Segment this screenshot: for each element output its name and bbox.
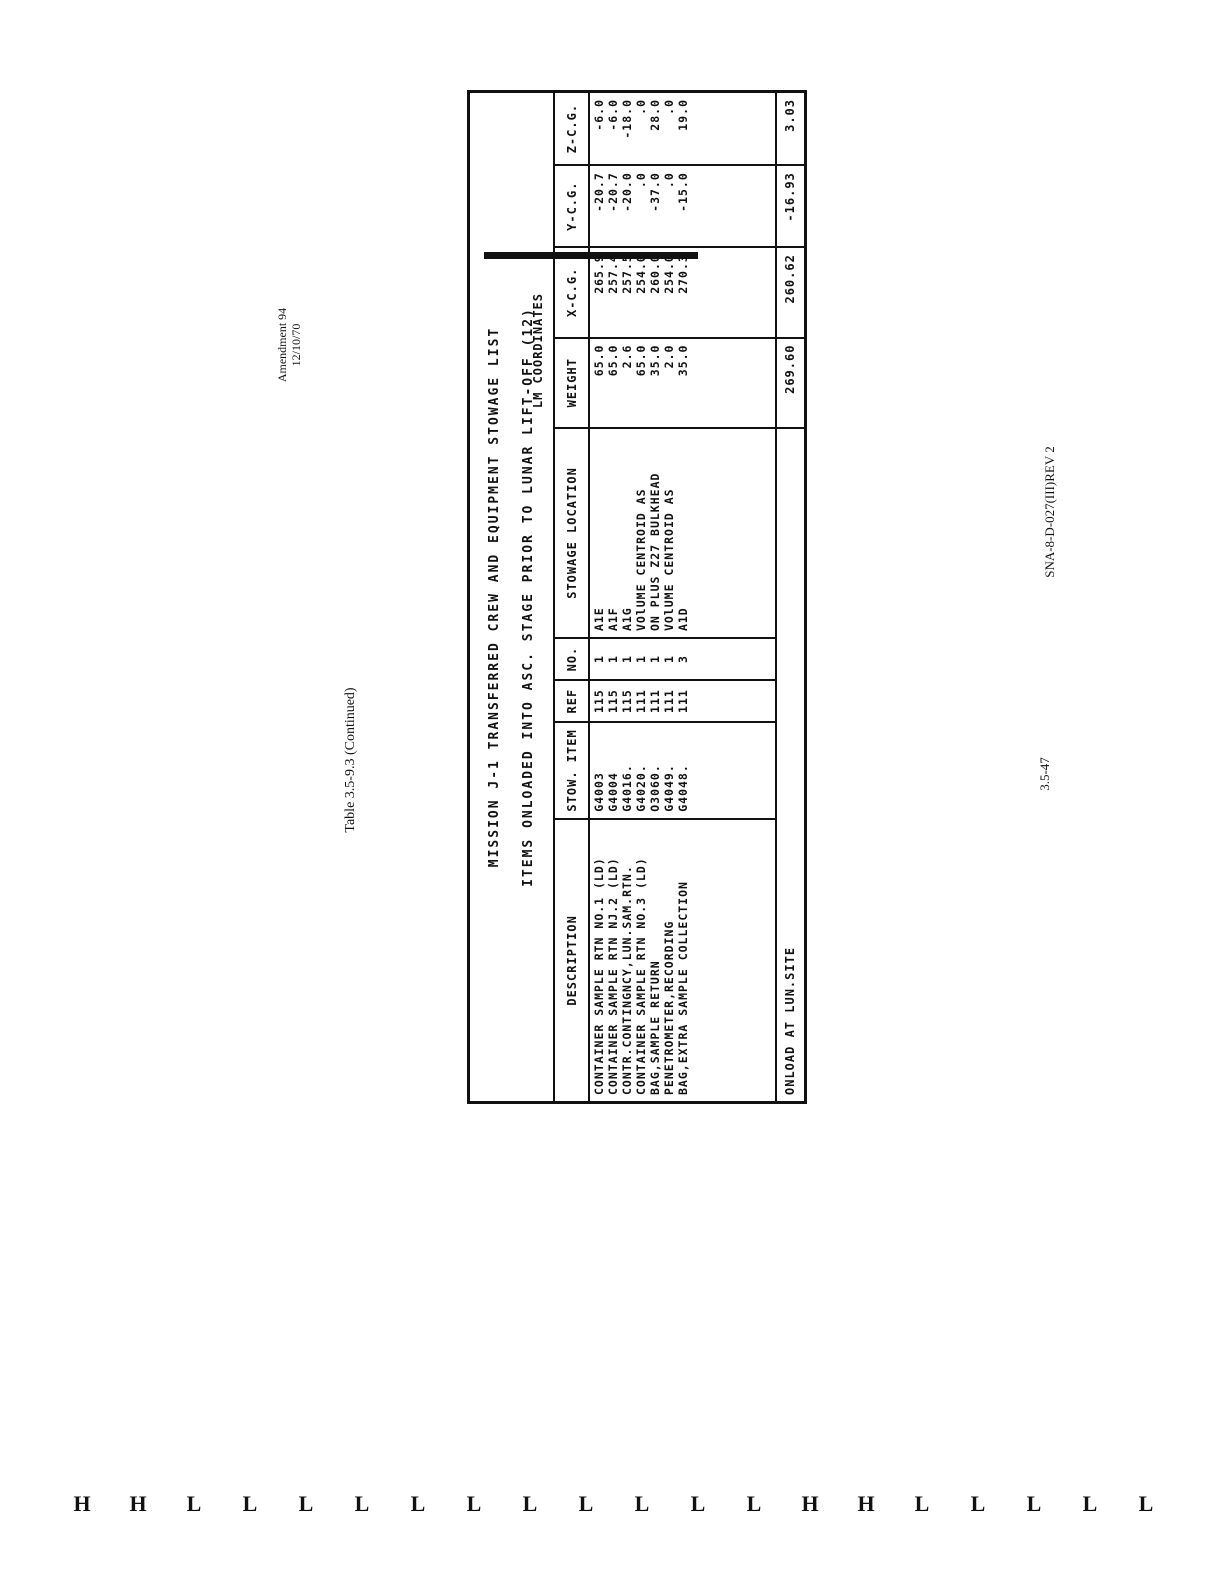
amendment-date: 12/10/70 [289,323,303,367]
amendment-note [275,280,315,410]
header-ref: REF [554,680,589,722]
lm-coordinates-label: LM COORDINATES [531,293,546,409]
header-x-cg: X-C.G. [554,247,589,337]
ref-cell: 115 115 115 111 111 111 111 [589,680,776,722]
total-weight: 269.60 [776,338,806,428]
header-row [554,92,589,1103]
document-number: SNA-8-D-027(III)REV 2 [1042,446,1057,578]
amendment-number: Amendment 94 [275,307,289,383]
registration-mark: L [578,1491,594,1516]
registration-mark: H [857,1491,875,1516]
registration-mark: L [1026,1491,1042,1516]
registration-mark: L [1082,1491,1098,1516]
registration-mark: L [634,1491,650,1516]
weight-cell: 65.0 65.0 2.6 65.0 35.0 2.0 35.0 [589,338,776,428]
total-y-cg: -16.93 [776,165,806,247]
registration-mark: H [801,1491,819,1516]
total-row [776,92,806,1103]
header-stow-item: STOW. ITEM [554,722,589,819]
no-cell: 1 1 1 1 1 1 3 [589,638,776,680]
header-no: NO. [554,638,589,680]
header-z-cg: Z-C.G. [554,92,589,166]
y-cg-cell: -20.7 -20.7 -20.0 .0 -37.0 .0 -15.0 [589,165,776,247]
registration-mark: L [970,1491,986,1516]
stowage-table [467,90,807,1104]
registration-mark: L [522,1491,538,1516]
description-cell: CONTAINER SAMPLE RTN NO.1 (LD) CONTAINER SAMPLE RTN NJ.2 (LD) CONTR.CONTINGNCY,LUN.SAM.RTN. CONTAINER SAMPLE RTN NO.3 (LD) BAG,SAMPLE RETURN PENETROMETER,RECORDING BAG,EXTRA SAMPLE COLLECTION [589,819,776,1103]
header-y-cg: Y-C.G. [554,165,589,247]
stowage-table-wrapper [467,90,807,1104]
registration-mark: L [466,1491,482,1516]
total-label: ONLOAD AT LUN.SITE [776,428,806,1103]
registration-mark: L [746,1491,762,1516]
table-subtitle: ITEMS ONLOADED INTO ASC. STAGE PRIOR TO LUNAR LIFT-OFF (12) [520,307,536,887]
location-cell: A1E A1F A1G VOlUME CENTROID AS ON PLUS Z27 BULKHEAD VOlUME CENTROID AS A1D [589,428,776,638]
registration-mark: L [690,1491,706,1516]
stow-item-cell: G4003 G4004 G4016. G4020. O3060. G4049. G4048. [589,722,776,819]
registration-mark: H [129,1491,147,1516]
registration-mark: L [1138,1491,1154,1516]
registration-mark: L [354,1491,370,1516]
total-x-cg: 260.62 [776,247,806,337]
registration-mark: L [914,1491,930,1516]
table-title-block [469,92,555,1103]
table-caption: Table 3.5-9.3 (Continued) [343,687,358,833]
header-weight: WEIGHT [554,338,589,428]
registration-mark: L [186,1491,202,1516]
page-number: 3.5-47 [1037,757,1052,791]
registration-mark: L [410,1491,426,1516]
registration-mark: H [73,1491,91,1516]
z-cg-cell: -6.0 -6.0 -18.0 .0 28.0 .0 19.0 [589,92,776,166]
table-body-row [589,92,776,1103]
total-z-cg: 3.03 [776,92,806,166]
registration-mark: L [298,1491,314,1516]
registration-mark: L [242,1491,258,1516]
header-description: DESCRIPTION [554,819,589,1103]
x-cg-cell: 265.9 257.4 257.5 254.0 260.0 254.0 270.3 [589,247,776,337]
table-title: MISSION J-1 TRANSFERRED CREW AND EQUIPMENT STOWAGE LIST [486,326,502,868]
header-stowage-location: STOWAGE LOCATION [554,428,589,638]
